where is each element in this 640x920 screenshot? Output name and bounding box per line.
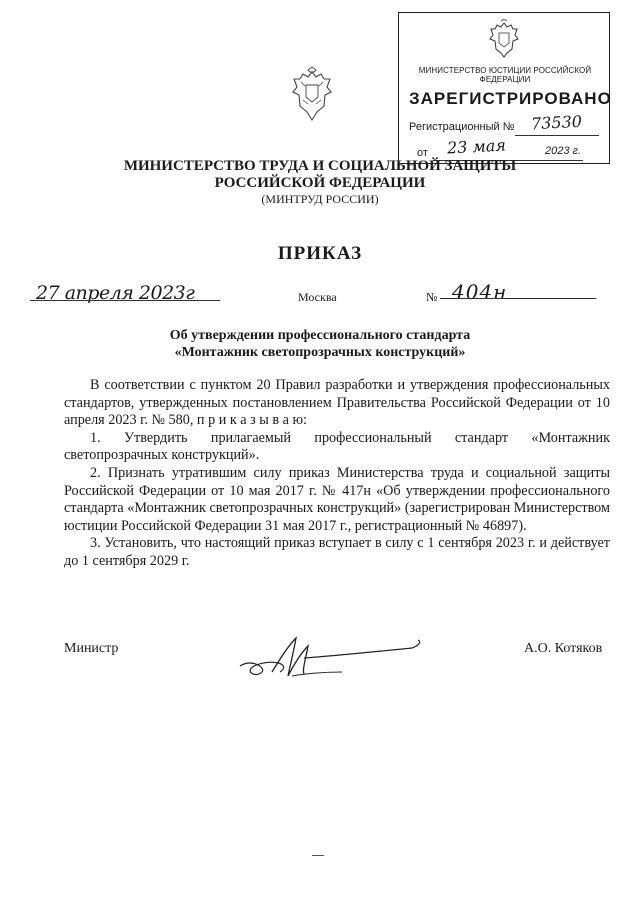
order-date-handwritten: 27 апреля 2023г [36,282,195,304]
ministry-name: МИНИСТЕРСТВО ТРУДА И СОЦИАЛЬНОЙ ЗАЩИТЫ РОССИЙСКОЙ ФЕДЕРАЦИИ [123,158,517,191]
date-underline [30,300,220,301]
signer-role: Министр [64,641,119,656]
subject-line-1: Об утверждении профессионального стандарта [169,328,471,343]
document-type-title: ПРИКАЗ [277,243,363,264]
order-body [64,377,610,571]
stamp-year: 2023 г. [545,145,582,157]
stamp-number-label: Регистрационный № [409,121,515,133]
stamp-number-value: 73530 [530,111,583,134]
preamble-paragraph: В соответствии с пунктом 20 Правил разработки и утверждения профессиональных стандартов, утвержденных постановлением Правительства Российской Федерации от 10 апреля 2023 г. № 580, п р и к а з ы в а ю: [64,377,610,429]
stamp-date-prefix: от [417,147,428,159]
clause-3: 3. Установить, что настоящий приказ вступает в силу с 1 сентября 2023 г. и действует до 1 сентября 2029 г. [64,535,610,569]
stamp-ministry: МИНИСТЕРСТВО ЮСТИЦИИ РОССИЙСКОЙ ФЕДЕРАЦИИ [418,66,592,84]
signer-name: А.О. Котяков [524,641,603,656]
page-bottom-mark [312,855,324,856]
order-city: Москва [298,290,337,304]
clause-1: 1. Утвердить прилагаемый профессиональный стандарт «Монтажник светопрозрачных конструкций». [64,429,610,464]
subject-line-2: «Монтажник светопрозрачных конструкций» [174,345,466,360]
clause-2: 2. Признать утратившим силу приказ Министерства труда и социальной защиты Российской Федерации от 10 мая 2017 г. № 417н «Об утверждении профессионального стандарта «Монтажник светопрозрачных конструкций» (зарегистрирован Министерством юстиции Российской Федерации 31 мая 2017 г., регистрационный № 46897). [64,464,610,534]
number-sign: № [426,290,438,304]
ministry-abbreviation: (МИНТРУД РОССИИ) [261,192,379,206]
registration-stamp [398,12,610,164]
stamp-title: ЗАРЕГИСТРИРОВАНО [409,89,612,108]
stamp-number-line [515,135,599,136]
number-underline [440,298,596,299]
order-number-handwritten: 404н [452,280,508,304]
coat-of-arms-icon [291,66,333,124]
handwritten-signature [232,628,432,688]
order-subject [110,327,530,361]
eagle-emblem-icon [487,19,521,59]
stamp-date-value: 23 мая [446,135,507,158]
